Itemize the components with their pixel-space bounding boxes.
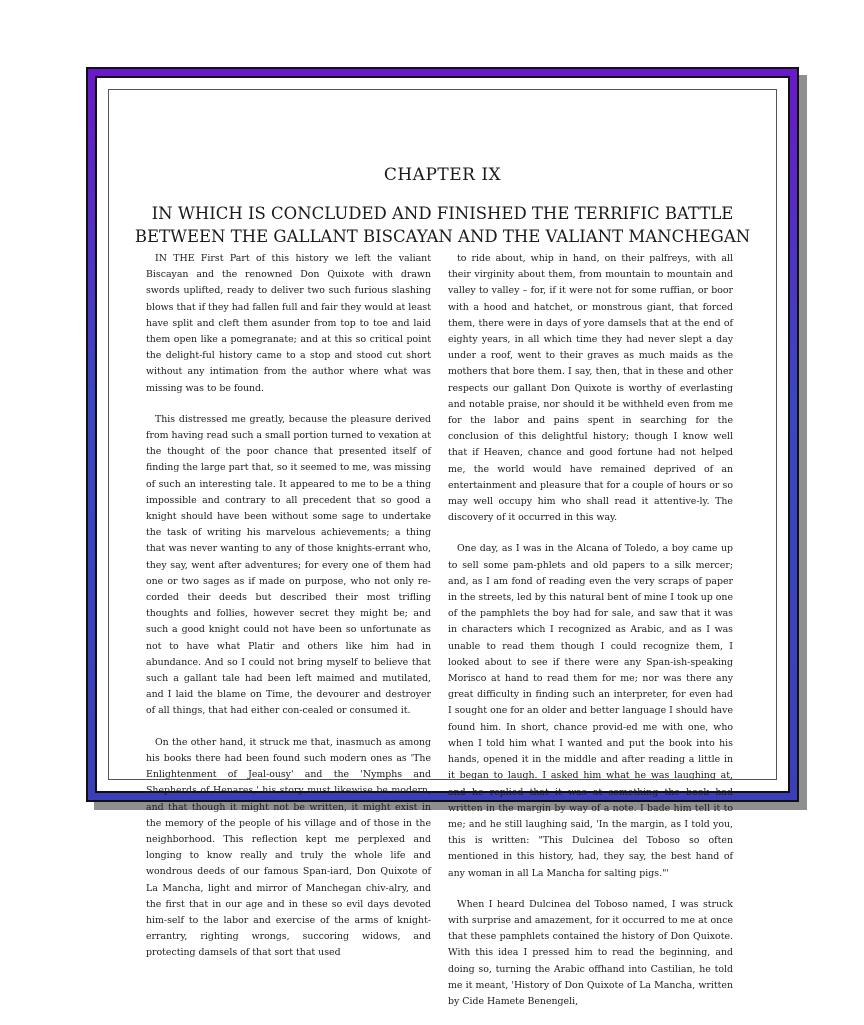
paragraph: IN THE First Part of this history we left the valiant Biscayan and the renowned Don Quixote with drawn swords uplifted, ready to deliver two such furious slashing blows that if they had fallen full and fair they would at least have split and cleft them asunder from top to toe and laid them open like a pomegranate; and at this so critical point the delight-ful history came to a stop and stood cut short without any intimation from the author where what was missing was to be found. (146, 253, 431, 394)
chapter-subtitle: IN WHICH IS CONCLUDED AND FINISHED THE TERRIFIC BATTLE BETWEEN THE GALLANT BISCAYAN AND THE VALIANT MANCHEGAN (134, 204, 751, 246)
book-page (108, 89, 777, 1007)
paragraph: One day, as I was in the Alcana of Toledo, a boy came up to sell some pam-phlets and old papers to a silk mercer; and, as I am fond of reading even the very scraps of paper in the streets, led by this natural bent of mine I took up one of the pamphlets the boy had for sale, and saw that it was in characters which I recognized as Arabic, and as I was unable to read them though I could recognize them, I looked about to see if there were any Span-ish-speaking Morisco at hand to read them for me; nor was there any great difficulty in finding such an interpreter, for even had I sought one for an older and better language I should have found him. In short, chance provid-ed me with one, who when I told him what I wanted and put the book into his hands, opened it in the middle and after reading a little in it began to laugh. I asked him what he was laughing at, and he replied that it was at something the book had written in the margin by way of a note. I bade him tell it to me; and he still laughing said, 'In the margin, as I told you, this is written: "This Dulcinea del Toboso so often mentioned in this history, had, they say, the best hand of any woman in all La Mancha for salting pigs."' (448, 543, 733, 879)
frame-inner-border (95, 76, 790, 1007)
paragraph: This distressed me greatly, because the pleasure derived from having read such a small portion turned to vexation at the thought of the poor chance that presented itself of finding the large part that, so it seemed to me, was missing of such an interesting tale. It appeared to me to be a thing impossible and contrary to all precedent that so good a knight should have been without some sage to undertake the task of writing his marvelous achievements; a thing that was never wanting to any of those knights-errant who, they say, went after adventures; for every one of them had one or two sages as if made on purpose, who not only re-corded their deeds but described their most trifling thoughts and follies, however secret they might be; and such a good knight could not have been so unfortunate as not to have what Platir and others like him had in abundance. And so I could not bring myself to believe that such a gallant tale had been left maimed and mutilated, and I laid the blame on Time, the devourer and destroyer of all things, that had either con-cealed or consumed it. (146, 413, 431, 717)
paragraph: When I heard Dulcinea del Toboso named, I was struck with surprise and amazement, for it occurred to me at once that these pamphlets contained the history of Don Quixote. With this idea I pressed him to read the beginning, and doing so, turning the Arabic offhand into Castilian, he told me it meant, 'History of Don Quixote of La Mancha, written by Cide Hamete Benengeli, (448, 898, 733, 1007)
chapter-heading: CHAPTER IX (383, 165, 502, 185)
left-column (146, 251, 431, 977)
page-frame (86, 67, 799, 1007)
right-column (448, 251, 733, 1025)
paragraph: to ride about, whip in hand, on their palfreys, with all their virginity about them, from mountain to mountain and valley to valley – for, if it were not for some ruffian, or boor with a hood and hatchet, or monstrous giant, that forced them, there were in days of yore damsels that at the end of eighty years, in all which time they had never slept a day under a roof, went to their graves as much maids as the mothers that bore them. I say, then, that in these and other respects our gallant Don Quixote is worthy of everlasting and notable praise, nor should it be withheld even from me for the labor and pains spent in searching for the conclusion of this delightful history; though I know well that if Heaven, chance and good fortune had not helped me, the world would have remained deprived of an entertainment and pleasure that for a couple of hours or so may well occupy him who shall read it attentive-ly. The discovery of it occurred in this way. (448, 253, 733, 524)
paragraph: On the other hand, it struck me that, inasmuch as among his books there had been found such modern ones as 'The Enlightenment of Jeal-ousy' and the 'Nymphs and Shepherds of Henares,' his story must likewise be modern, and that though it might not be written, it might exist in the memory of the people of his village and of those in the neighborhood. This reflection kept me perplexed and longing to know really and truly the whole life and wondrous deeds of our famous Span-iard, Don Quixote of La Mancha, light and mirror of Manchegan chiv-alry, and the first that in our age and in these so evil days devoted him-self to the labor and exercise of the arms of knight-errantry, righting wrongs, succoring widows, and protecting damsels of that sort that used (146, 736, 431, 959)
